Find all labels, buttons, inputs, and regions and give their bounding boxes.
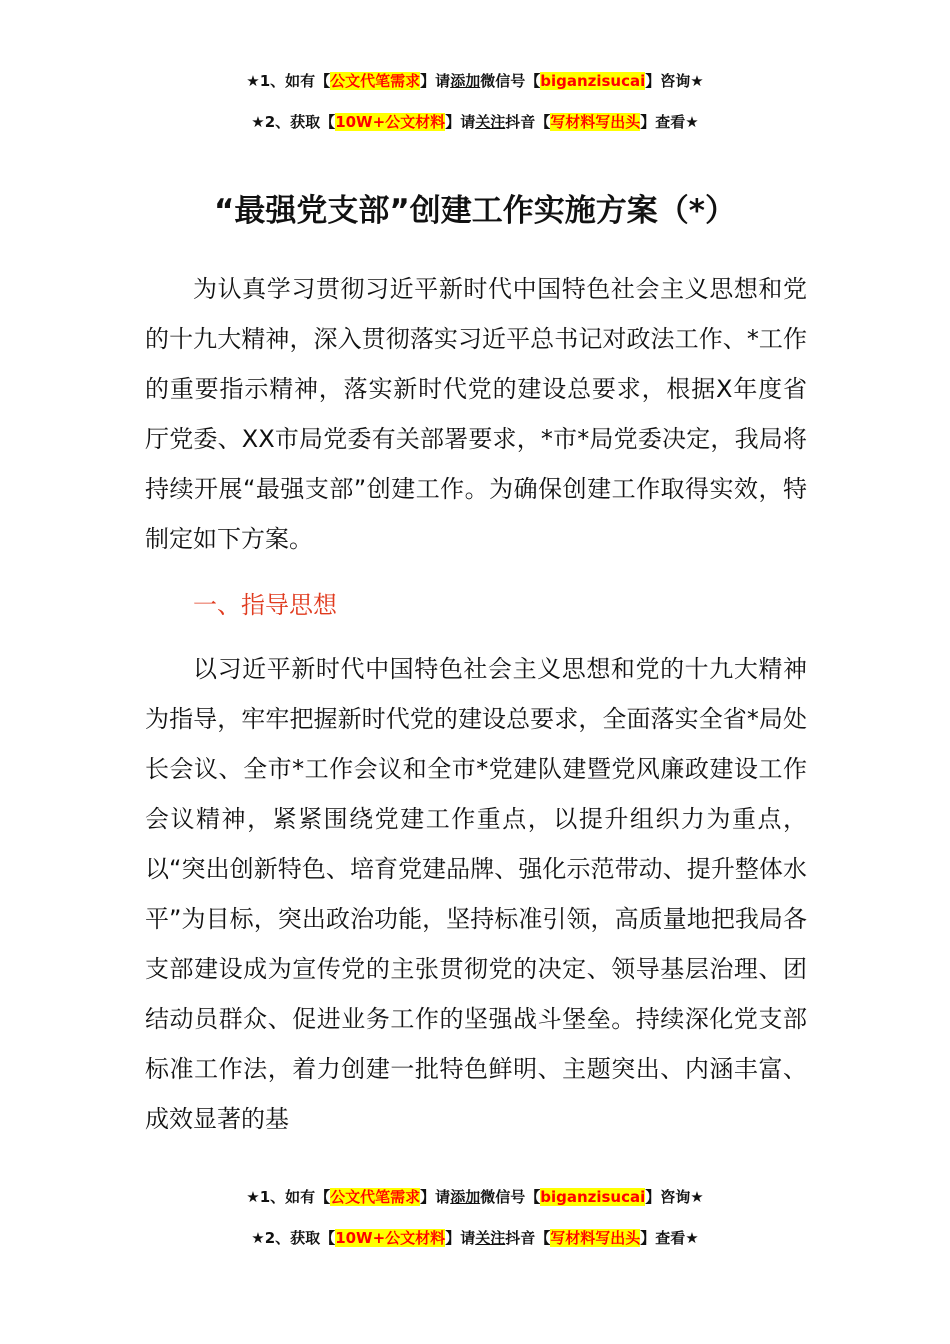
promo-underline: 关注: [475, 113, 506, 131]
promo-text: ★1、如有【: [246, 72, 331, 90]
intro-paragraph: 为认真学习贯彻习近平新时代中国特色社会主义思想和党的十九大精神，深入贯彻落实习近平总书记对政法工作、*工作的重要指示精神，落实新时代党的建设总要求，根据X年度省厅党委、XX市局党委有关部署要求，*市*局党委决定，我局将持续开展“最强支部”创建工作。为确保创建工作取得实效，特制定如下方案。: [145, 275, 807, 553]
promo-text: 】请: [420, 1188, 451, 1206]
promo-highlight: biganzisucai: [540, 72, 646, 90]
promo-text: 】咨询★: [645, 72, 704, 90]
promo-line-top-2: [0, 111, 950, 133]
section-paragraph: 以习近平新时代中国特色社会主义思想和党的十九大精神为指导，牢牢把握新时代党的建设总要求，全面落实全省*局处长会议、全市*工作会议和全市*党建队建暨党风廉政建设工作会议精神，紧紧围绕党建工作重点，以提升组织力为重点，以“突出创新特色、培育党建品牌、强化示范带动、提升整体水平”为目标，突出政治功能，坚持标准引领，高质量地把我局各支部建设成为宣传党的主张贯彻党的决定、领导基层治理、团结动员群众、促进业务工作的坚强战斗堡垒。持续深化党支部标准工作法，着力创建一批特色鲜明、主题突出、内涵丰富、成效显著的基: [145, 655, 807, 1133]
promo-text: 】请: [420, 72, 451, 90]
promo-highlight: 写材料写出头: [550, 113, 641, 131]
promo-highlight: 公文代笔需求: [330, 1188, 421, 1206]
promo-text: 】查看★: [640, 1229, 699, 1247]
promo-text: ★2、获取【: [251, 1229, 336, 1247]
promo-line-bottom-2: [0, 1227, 950, 1249]
promo-highlight: 10W+公文材料: [335, 1229, 446, 1247]
promo-highlight: 10W+公文材料: [335, 113, 446, 131]
document-title: “最强党支部”创建工作实施方案（*）: [214, 193, 736, 229]
promo-text: 微信号【: [480, 1188, 541, 1206]
promo-highlight: 写材料写出头: [550, 1229, 641, 1247]
promo-text: 微信号【: [480, 72, 541, 90]
promo-text: ★2、获取【: [251, 113, 336, 131]
section-heading: 一、指导思想: [193, 591, 337, 619]
promo-line-top-1: [0, 70, 950, 92]
promo-text: 抖音【: [505, 1229, 551, 1247]
promo-underline: 关注: [475, 1229, 506, 1247]
promo-text: 抖音【: [505, 113, 551, 131]
promo-highlight: biganzisucai: [540, 1188, 646, 1206]
promo-text: 】请: [445, 113, 476, 131]
promo-highlight: 公文代笔需求: [330, 72, 421, 90]
promo-text: 】咨询★: [645, 1188, 704, 1206]
promo-text: ★1、如有【: [246, 1188, 331, 1206]
promo-text: 】请: [445, 1229, 476, 1247]
promo-underline: 添加: [450, 72, 481, 90]
promo-text: 】查看★: [640, 113, 699, 131]
promo-underline: 添加: [450, 1188, 481, 1206]
promo-line-bottom-1: [0, 1186, 950, 1208]
